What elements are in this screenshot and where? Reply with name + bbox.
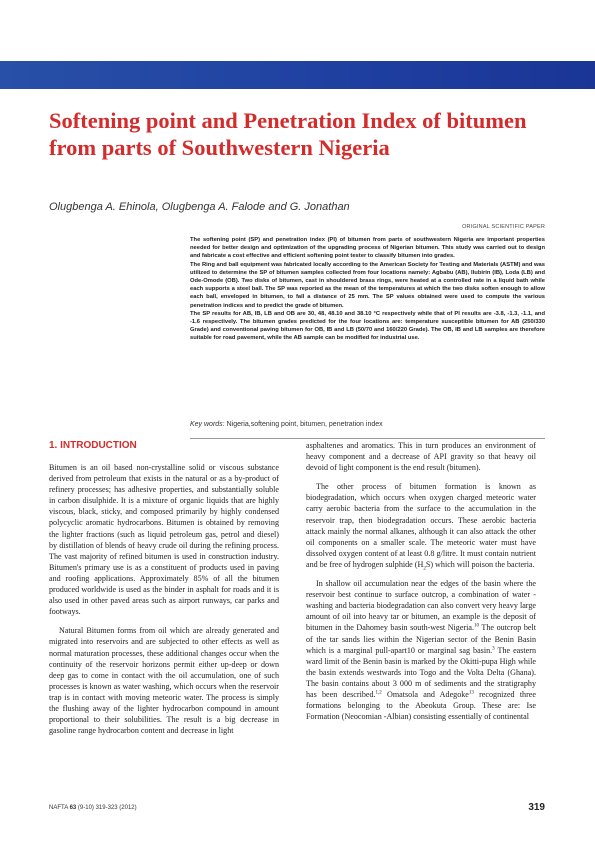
page-number: 319 bbox=[528, 802, 545, 813]
intro-paragraph-5-part-a: In shallow oil accumulation near the edges of the basin where the reservoir best continue to surface outcrop, a combination of water - washing and bacteria biodegradation can also convert very heavy large amount of oil into heavy tar or bitumen, an example is the deposit of bitumen in the Dahomey basin south-west Nigeria. bbox=[306, 579, 536, 633]
citation-ref: 1,2 bbox=[375, 690, 382, 696]
article-title: Softening point and Penetration Index of bitumen from parts of Southwestern Nigeria bbox=[49, 108, 527, 160]
abstract-paragraph-1: The softening point (SP) and penetration index (PI) of bitumen from parts of southwestern Nigeria are important properties needed for better design and optimization of the upgrading process of Nigerian bitumen. This study was carried out to design and fabricate a cost effective and efficient softening point tester to classify bitumen into grades. bbox=[190, 237, 545, 260]
intro-paragraph-3: asphaltenes and aromatics. This in turn produces an environment of heavy component and a decrease of API gravity so that heavy oil devoid of light component is the end result (bitumen). bbox=[306, 441, 536, 473]
column-right bbox=[306, 440, 536, 722]
footer-citation bbox=[49, 805, 137, 811]
subscript-2: 2 bbox=[423, 566, 426, 572]
journal-volume: 63 bbox=[69, 805, 77, 811]
intro-paragraph-4-text: The other process of bitumen formation is known as biodegradation, which occurs when oxygen charged meteoric water carry aerobic bacteria from the surface to the accumulation in the reservoir trap, then biodegradation occurs. These aerobic bacteria attack mainly the normal alkanes, although it can also attack the other oil components on a smaller scale. The meteoric water must have dissolved oxygen content of at least 0.8 g/litre. It must contain nutrient and be free of hydrogen sulphide (H bbox=[306, 482, 536, 569]
authors: Olugbenga A. Ehinola, Olugbenga A. Falode and G. Jonathan bbox=[49, 201, 350, 213]
abstract-paragraph-3: The SP results for AB, IB, LB and OB are 30, 48, 48.10 and 38.10 °C respectively while that of PI results are -3.8, -1.3, -1.1, and -1.6 respectively. The bitumen grades predicted for the four locations are: temperature susceptible bitumen for AB (250/330 Grade) and conventional paving bitumen for OB, IB and LB (50/70 and 160/220 Grade). The OB, IB and LB samples are therefore suitable for road pavement, while the AB sample can be modified for industrial use. bbox=[190, 310, 545, 342]
issue-pages: (9-10) 319-323 (2012) bbox=[77, 805, 137, 811]
paper-type-label: ORIGINAL SCIENTIFIC PAPER bbox=[462, 224, 545, 230]
section-heading-introduction: 1. INTRODUCTION bbox=[49, 440, 137, 451]
abstract bbox=[190, 236, 545, 343]
intro-paragraph-4 bbox=[306, 481, 536, 570]
citation-ref: 13 bbox=[468, 690, 474, 696]
intro-paragraph-5-part-e: recognized three formations belonging to the Abeokuta Group. These are: Ise Formation (Neocomian -Albian) consisting essentially of continental bbox=[306, 689, 536, 722]
intro-paragraph-2: Natural Bitumen forms from oil which are already generated and migrated into reservoirs and are subjected to other effects as well as normal maturation processes, these additional changes occur when the continuity of the reservoir horizons permit either up-deep or down deep gas to come in contact with the oil accumulation, one of such processes is known as water washing, which occurs when the reservoir trap is in contact with moving meteoric water. The process is simply the flushing away of the lighter hydrocarbon compound in amount proportional to their solubilities. The result is a big decrease in gasoline range hydrocarbon content and decrease in light bbox=[49, 626, 279, 736]
intro-paragraph-5 bbox=[306, 578, 536, 722]
intro-paragraph-5-part-d: Omatsola and Adegoke bbox=[381, 689, 469, 699]
journal-name: NAFTA bbox=[49, 805, 68, 811]
intro-paragraph-5-part-c: The eastern ward limit of the Benin basin is marked by the Okitti-pupa High while the basin extends westwards into Togo and the Volta Delta (Ghana). The basin contains about 3 000 m of sediments and the stratigraphy has been described. bbox=[306, 645, 536, 699]
column-left bbox=[49, 440, 279, 736]
divider bbox=[190, 438, 545, 439]
keywords-text: Nigeria,softening point, bitumen, penetration index bbox=[226, 421, 383, 428]
intro-paragraph-5-part-b: The outcrop belt of the tar sands lies within the Nigerian sector of the Benin Basin which is a marginal pull-apart10 or marginal sag basin. bbox=[306, 623, 537, 655]
intro-paragraph-1: Bitumen is an oil based non-crystalline solid or viscous substance derived from petroleum that exists in the natural or as a by-product of refinery processes; has adhesive properties, and substantially soluble in carbon disulphide. It is a mixture of organic liquids that are highly viscous, black, sticky, and composed primarily by highly condensed polycyclic aromatic hydrocarbons. Bitumen is obtained by removing the lighter fractions (such as liquid petroleum gas, petrol and diesel) by distillation of blends of heavy crude oil during the refining process. The vast majority of refined bitumen is used in construction industry. Bitumen's primary use is as a constituent of products used in paving and roofing applications. Approximately 85% of all the bitumen produced worldwide is used as the binder in asphalt for roads and it is also used in other paved areas such as airport runways, car parks and footways. bbox=[49, 463, 279, 617]
intro-paragraph-4-end: S) which will poison the bacteria. bbox=[425, 559, 535, 569]
citation-ref: 10 bbox=[474, 623, 480, 629]
keywords-label: Key words: bbox=[190, 421, 225, 428]
abstract-paragraph-2: The Ring and ball equipment was fabricated locally according to the American Society for Testing and Materials (ASTM) and was utilized to determine the SP of bitumen samples collected from four locations namely: Agbabu (AB), Ilubirin (IB), Loda (LB) and Ode-Omode (OB). Two disks of bitumen, cast in shouldered brass rings, were heated at a controlled rate in a liquid bath while each supports a steel ball. The SP was reported as the mean of the temperatures at which the two disks soften enough to allow each ball, enveloped in bitumen, to fall a distance of 25 mm. The SP values obtained were used to compute the various penetration indices and to predict the grade of bitumen. bbox=[190, 261, 545, 309]
keywords bbox=[190, 421, 383, 428]
header-banner bbox=[0, 61, 595, 89]
citation-ref: 3 bbox=[492, 645, 495, 651]
